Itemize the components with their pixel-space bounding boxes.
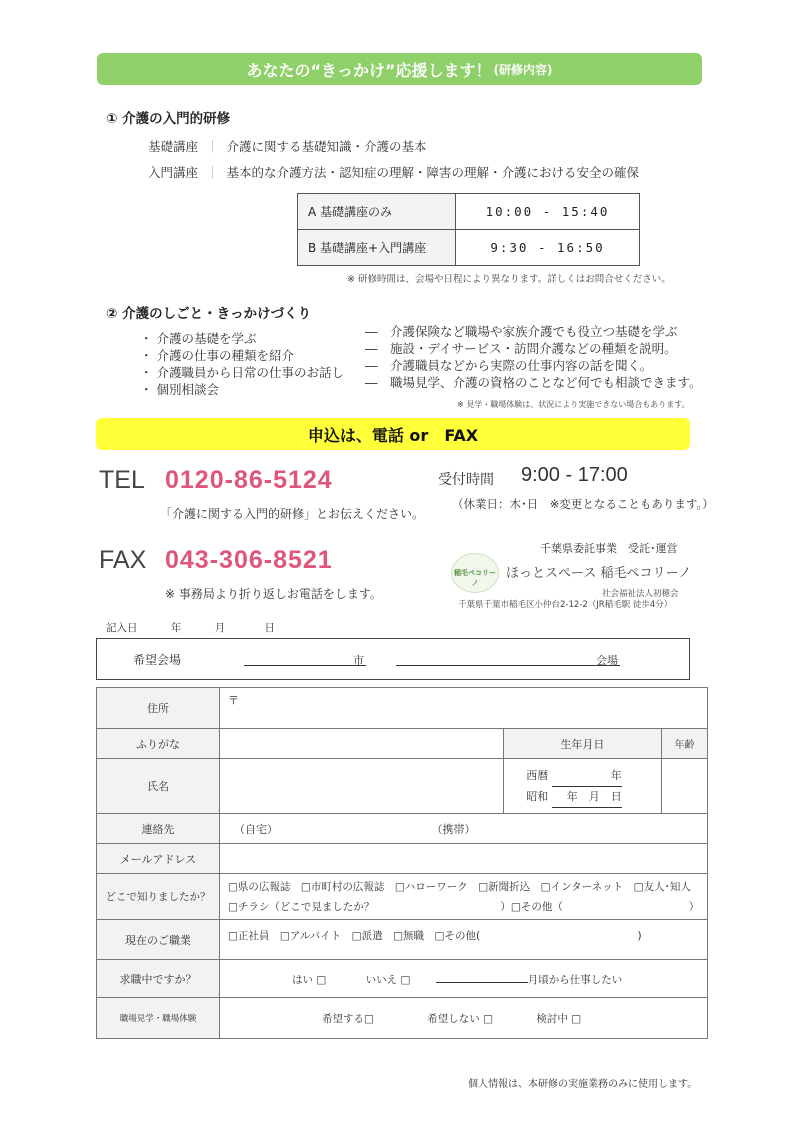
visit-field[interactable] (220, 998, 708, 1039)
schedule-note: ※ 研修時間は、会場や日程により異なります。詳しくはお問合せください。 (347, 274, 671, 285)
hours-value: 9:00 - 17:00 (521, 464, 628, 486)
visit-no[interactable]: 希望しない □ (427, 1012, 494, 1025)
email-field[interactable] (220, 844, 708, 874)
list-item: ・ 個別相談会 (140, 382, 219, 397)
form-row-furigana (97, 729, 708, 759)
venue-city-field[interactable] (244, 649, 366, 666)
source-label: どこで知りましたか？ (97, 874, 220, 920)
list-item: ・ 介護の仕事の種類を紹介 (140, 348, 294, 363)
furigana-field[interactable] (220, 729, 504, 759)
tel-note: 「介護に関する入門的研修」とお伝えください。 (160, 507, 425, 521)
seeking-label: 求職中ですか？ (97, 960, 220, 998)
org-logo (451, 553, 499, 593)
list-item: ― 職場見学、介護の資格のことなど何でも相談できます。 (365, 375, 702, 390)
list-item: ― 介護保険など職場や家族介護でも役立つ基礎を学ぶ (365, 324, 678, 339)
contact-field[interactable] (220, 814, 708, 844)
hours-label: 受付時間 (438, 472, 494, 488)
schedule-time: 9:30 - 16:50 (456, 230, 640, 266)
form-row-seeking (97, 960, 708, 998)
visit-pending[interactable]: 検討中 □ (536, 1012, 582, 1025)
fax-label: FAX (99, 546, 147, 574)
job-label: 現在のご職業 (97, 920, 220, 960)
showa-line (526, 787, 650, 808)
org-name: ほっとスペース 稲毛ペコリーノ (506, 566, 692, 581)
seireki-line (526, 766, 650, 787)
name-field[interactable] (220, 759, 504, 814)
seeking-month-field[interactable] (436, 970, 528, 983)
showa-ymd: 年 月 日 (566, 790, 622, 803)
section2-heading: ② 介護のしごと・きっかけづくり (106, 306, 312, 322)
mobile-phone-label: （携帯） (431, 822, 476, 836)
org-line1: 千葉県委託事業 受託･運営 (540, 542, 678, 555)
birthdate-field[interactable] (504, 759, 661, 814)
seeking-no[interactable]: いいえ □ (365, 974, 411, 986)
job-options[interactable]: □正社員 □アルバイト □派遣 □無職 □その他( ) (220, 920, 708, 960)
schedule-table (297, 193, 640, 266)
source-line: □チラシ（どこで見ましたか？ ）□その他（ ） (228, 900, 700, 913)
nen-label: 年 (610, 769, 622, 782)
entry-date-label: 記入日 (106, 622, 138, 634)
course-row-basic (148, 137, 427, 155)
visit-yes[interactable]: 希望する□ (322, 1012, 374, 1025)
age-label: 年齢 (661, 729, 708, 759)
course-name: 入門講座 (148, 165, 199, 180)
address-label: 住所 (97, 688, 220, 729)
entry-date-year: 年 (170, 622, 182, 634)
header-banner (97, 53, 702, 85)
org-corp: 社会福祉法人初穂会 (602, 589, 679, 599)
list-item: ・ 介護職員から日常の仕事のお話し (140, 365, 344, 380)
entry-date-day: 日 (264, 622, 276, 634)
form-row-job (97, 920, 708, 960)
course-desc: 基本的な介護方法・認知症の理解・障害の理解・介護における安全の確保 (226, 165, 640, 180)
form-row-visit (97, 998, 708, 1039)
age-field[interactable] (661, 759, 708, 814)
apply-banner: 申込は、電話 or FAX (96, 418, 690, 450)
holiday-note: （休業日：木･日 ※変更となることもあります。） (452, 497, 714, 511)
entry-date-month: 月 (214, 622, 226, 634)
form-row-source (97, 874, 708, 920)
venue-label: 希望会場 (132, 652, 181, 667)
application-form (96, 687, 708, 1039)
venue-suffix: 会場 (596, 654, 618, 667)
contact-label: 連絡先 (97, 814, 220, 844)
form-row-address (97, 688, 708, 729)
logo-text: 稲毛ペコリーノ (454, 569, 496, 587)
venue-city-suffix: 市 (353, 654, 364, 667)
fax-number[interactable]: 043-306-8521 (165, 546, 333, 574)
course-desc: 介護に関する基礎知識・介護の基本 (226, 139, 427, 154)
activity-list (140, 330, 344, 398)
org-address: 千葉県千葉市稲毛区小仲台2-12-2（JR稲毛駅 徒歩4分） (458, 600, 673, 610)
banner-subtitle: (研修内容) (493, 62, 553, 77)
form-row-contact (97, 814, 708, 844)
list-item: ・ 介護の基礎を学ぶ (140, 331, 257, 346)
name-label: 氏名 (97, 759, 220, 814)
activity-details (365, 323, 702, 391)
venue-box (96, 638, 690, 680)
showa-label: 昭和 (526, 790, 549, 803)
postal-mark: 〒 (228, 694, 239, 707)
list-item: ― 介護職員などから実際の仕事内容の話を聞く。 (365, 358, 653, 373)
entry-date (106, 620, 275, 635)
visit-note: ※ 見学・職場体験は、状況により実施できない場合もあります。 (457, 400, 690, 409)
schedule-row (298, 230, 640, 266)
home-phone-label: （自宅） (234, 822, 278, 836)
furigana-label: ふりがな (97, 729, 220, 759)
schedule-time: 10:00 - 15:40 (456, 194, 640, 230)
tel-label: TEL (99, 466, 145, 494)
seeking-field[interactable] (220, 960, 708, 998)
address-field[interactable] (220, 688, 708, 729)
course-name: 基礎講座 (148, 139, 199, 154)
banner-title: あなたの“きっかけ”応援します！ (246, 60, 492, 80)
seireki-label: 西暦 (526, 769, 549, 782)
course-sep: ｜ (206, 165, 219, 180)
form-row-email (97, 844, 708, 874)
fax-note: ※ 事務局より折り返しお電話をします。 (165, 587, 382, 601)
showa-date[interactable] (552, 787, 622, 808)
email-label: メールアドレス (97, 844, 220, 874)
source-line: □県の広報誌 □市町村の広報誌 □ハローワーク □新聞折込 □インターネット □友人･知人 (228, 880, 691, 893)
seireki-year[interactable] (552, 766, 622, 787)
tel-number[interactable]: 0120-86-5124 (165, 466, 333, 494)
list-item: ― 施設・デイサービス・訪問介護などの種類を説明。 (365, 341, 677, 356)
privacy-footer: 個人情報は、本研修の実施業務のみに使用します。 (468, 1079, 698, 1090)
course-sep: ｜ (206, 139, 219, 154)
birth-label: 生年月日 (504, 729, 661, 759)
seeking-month-label: 月頃から仕事したい (527, 974, 623, 986)
seeking-yes[interactable]: はい □ (292, 974, 327, 986)
course-row-intro (148, 163, 639, 181)
schedule-label: B 基礎講座+入門講座 (298, 230, 456, 266)
venue-name-field[interactable] (396, 649, 620, 666)
source-options[interactable] (220, 874, 708, 920)
form-row-name (97, 759, 708, 814)
section1-heading: ① 介護の入門的研修 (106, 111, 231, 127)
schedule-row (298, 194, 640, 230)
visit-label: 職場見学・職場体験 (97, 998, 220, 1039)
schedule-label: A 基礎講座のみ (298, 194, 456, 230)
